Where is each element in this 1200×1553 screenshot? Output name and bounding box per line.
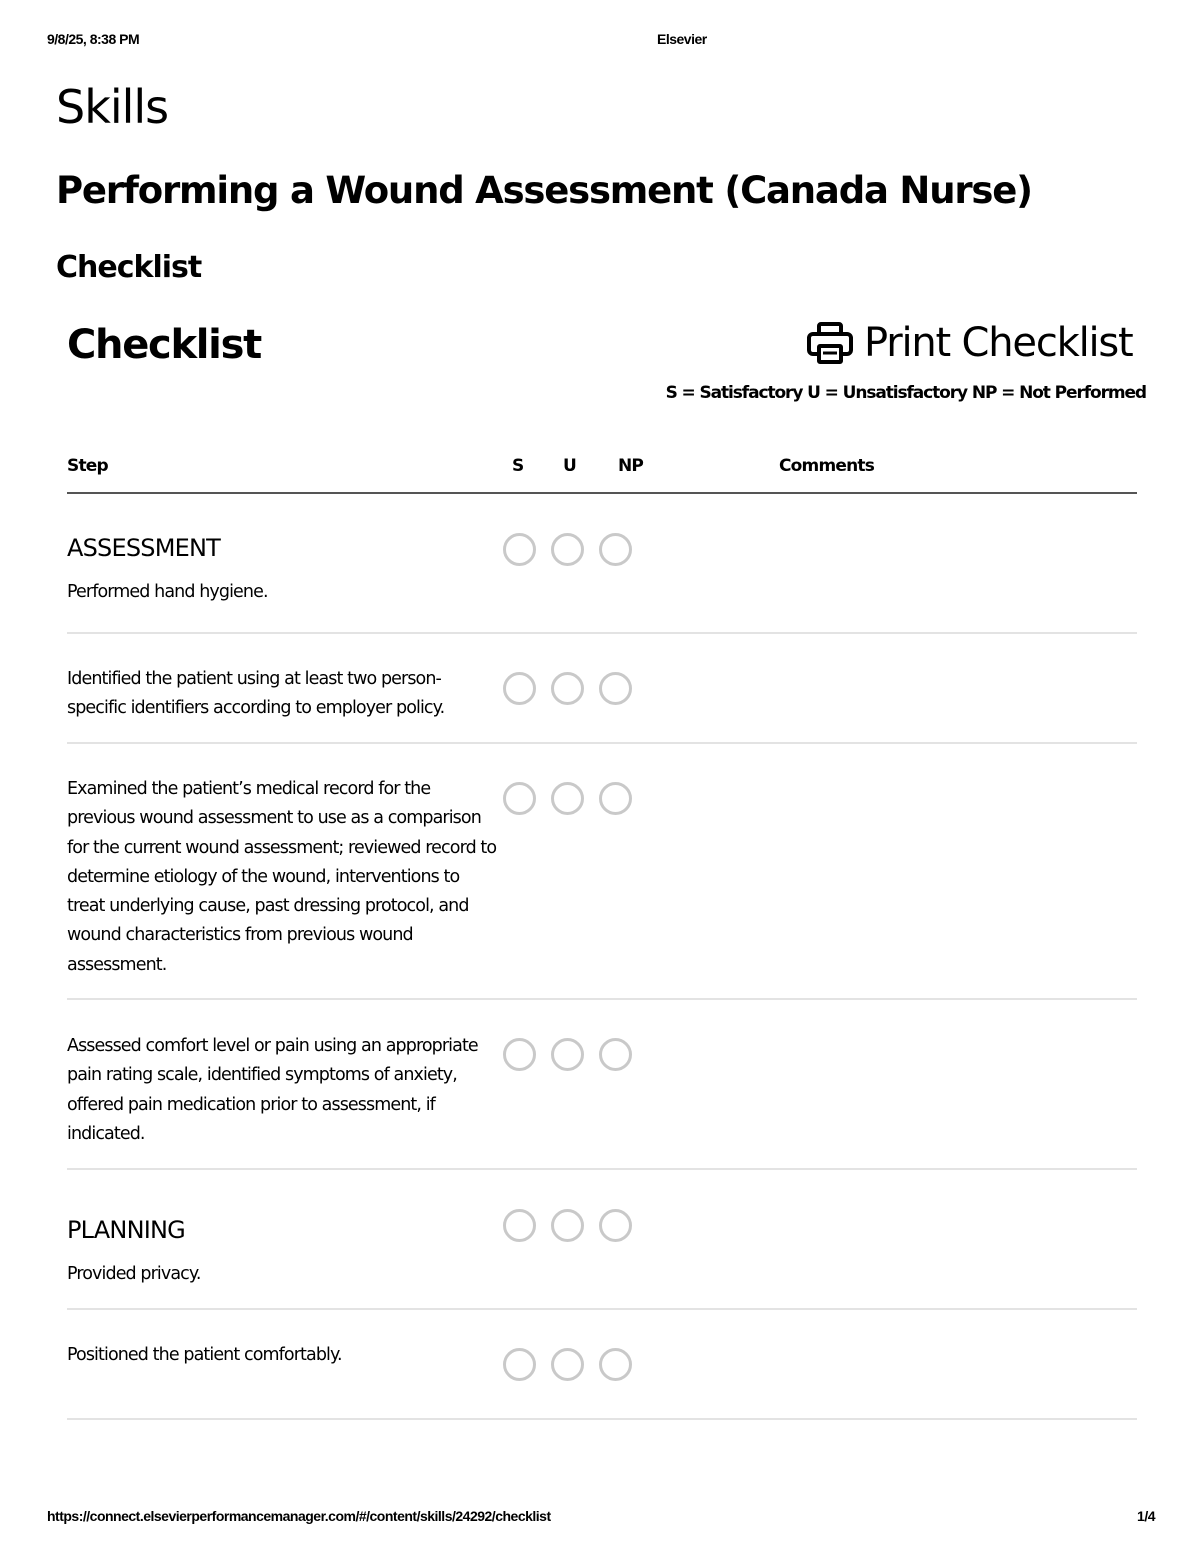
rating-options bbox=[503, 1348, 632, 1381]
step-cell bbox=[67, 534, 497, 607]
checklist-heading: Checklist bbox=[67, 322, 261, 368]
section-title: ASSESSMENT bbox=[67, 534, 221, 562]
radio-satisfactory[interactable] bbox=[503, 1348, 536, 1381]
step-text: Provided privacy. bbox=[67, 1264, 201, 1284]
rating-options bbox=[503, 672, 632, 705]
radio-unsatisfactory[interactable] bbox=[551, 1209, 584, 1242]
radio-satisfactory[interactable] bbox=[503, 1038, 536, 1071]
column-header-comments: Comments bbox=[779, 456, 875, 476]
table-row bbox=[67, 494, 1137, 634]
comments-cell[interactable] bbox=[779, 533, 1137, 567]
radio-not-performed[interactable] bbox=[599, 1348, 632, 1381]
table-row bbox=[67, 1310, 1137, 1420]
step-text: Identified the patient using at least two person-specific identifiers according to employer policy. bbox=[67, 669, 445, 719]
comments-cell[interactable] bbox=[779, 1348, 1137, 1382]
page-subtitle: Checklist bbox=[56, 250, 202, 285]
radio-satisfactory[interactable] bbox=[503, 672, 536, 705]
print-url: https://connect.elsevierperformancemanager.com/#/content/skills/24292/checklist bbox=[47, 1508, 551, 1524]
step-text: Examined the patient’s medical record for the previous wound assessment to use as a comparison for the current wound assessment; reviewed record to determine etiology of the wound, interventions to treat underlying cause, past dressing protocol, and wound characteristics from previous wound assessment. bbox=[67, 779, 497, 975]
rating-options bbox=[503, 1038, 632, 1071]
print-checklist-button[interactable] bbox=[806, 320, 1133, 366]
radio-satisfactory[interactable] bbox=[503, 533, 536, 566]
rating-options bbox=[503, 533, 632, 566]
step-cell bbox=[67, 775, 497, 980]
radio-unsatisfactory[interactable] bbox=[551, 1348, 584, 1381]
radio-not-performed[interactable] bbox=[599, 1209, 632, 1242]
step-cell bbox=[67, 1032, 497, 1149]
step-cell bbox=[67, 665, 497, 724]
rating-options bbox=[503, 1209, 632, 1242]
table-row bbox=[67, 1000, 1137, 1170]
section-title: PLANNING bbox=[67, 1216, 185, 1244]
skill-title: Performing a Wound Assessment (Canada Nurse) bbox=[56, 169, 1032, 212]
radio-unsatisfactory[interactable] bbox=[551, 1038, 584, 1071]
table-header bbox=[67, 450, 1137, 494]
step-text: Assessed comfort level or pain using an appropriate pain rating scale, identified symptoms of anxiety, offered pain medication prior to assessment, if indicated. bbox=[67, 1036, 478, 1144]
column-header-s: S bbox=[512, 456, 524, 476]
column-header-u: U bbox=[563, 456, 577, 476]
column-header-step: Step bbox=[67, 456, 108, 476]
comments-cell[interactable] bbox=[779, 1209, 1137, 1243]
table-row bbox=[67, 1170, 1137, 1310]
comments-cell[interactable] bbox=[779, 782, 1137, 816]
step-text: Performed hand hygiene. bbox=[67, 582, 268, 602]
radio-not-performed[interactable] bbox=[599, 672, 632, 705]
radio-satisfactory[interactable] bbox=[503, 782, 536, 815]
radio-not-performed[interactable] bbox=[599, 782, 632, 815]
print-date: 9/8/25, 8:38 PM bbox=[47, 31, 140, 47]
radio-satisfactory[interactable] bbox=[503, 1209, 536, 1242]
radio-not-performed[interactable] bbox=[599, 1038, 632, 1071]
radio-unsatisfactory[interactable] bbox=[551, 782, 584, 815]
table-row bbox=[67, 634, 1137, 744]
step-text: Positioned the patient comfortably. bbox=[67, 1345, 342, 1365]
print-checklist-label: Print Checklist bbox=[864, 320, 1133, 366]
print-site-name: Elsevier bbox=[657, 31, 707, 47]
step-cell bbox=[67, 1216, 497, 1289]
checklist-table bbox=[67, 450, 1137, 1420]
comments-cell[interactable] bbox=[779, 672, 1137, 706]
comments-cell[interactable] bbox=[779, 1038, 1137, 1072]
rating-legend: S = Satisfactory U = Unsatisfactory NP = Not Performed bbox=[665, 383, 1146, 403]
radio-unsatisfactory[interactable] bbox=[551, 672, 584, 705]
page-number: 1/4 bbox=[1137, 1508, 1155, 1524]
radio-unsatisfactory[interactable] bbox=[551, 533, 584, 566]
page-heading: Skills bbox=[56, 80, 169, 134]
printer-icon bbox=[806, 321, 854, 365]
radio-not-performed[interactable] bbox=[599, 533, 632, 566]
column-header-np: NP bbox=[618, 456, 644, 476]
table-row bbox=[67, 744, 1137, 1000]
step-cell bbox=[67, 1341, 497, 1370]
rating-options bbox=[503, 782, 632, 815]
